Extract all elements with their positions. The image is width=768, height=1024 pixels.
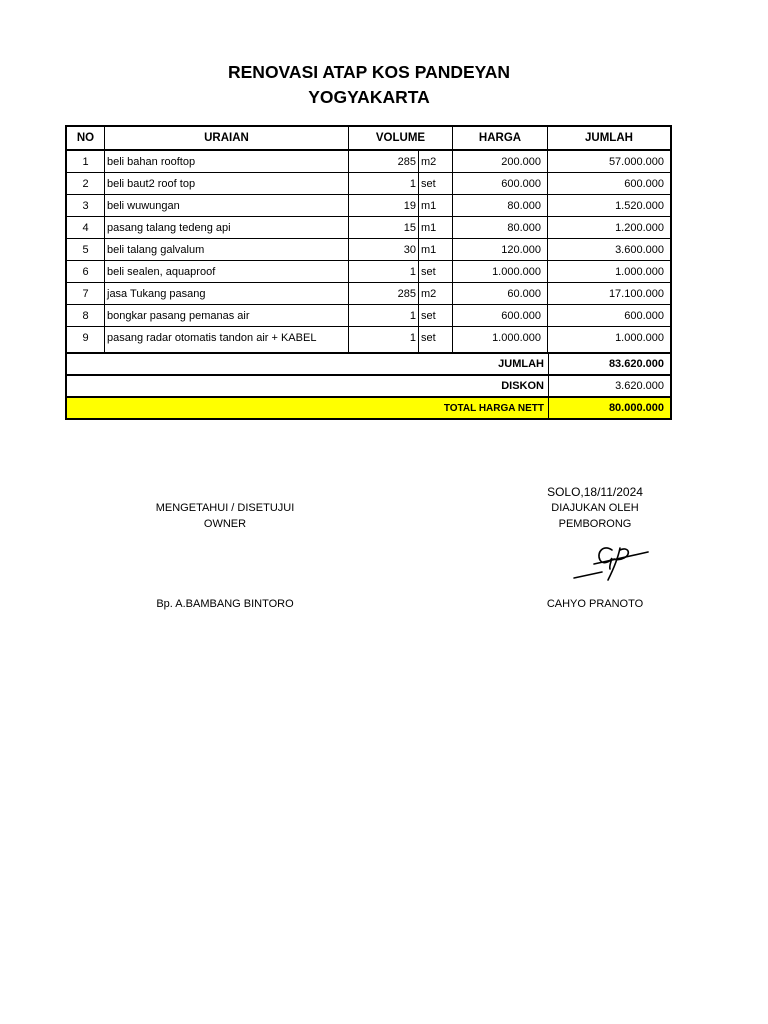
- cell-jumlah: 3.600.000: [615, 243, 664, 256]
- cell-jumlah: 1.520.000: [615, 199, 664, 212]
- cell-uraian: beli baut2 roof top: [105, 173, 349, 194]
- contractor-name: CAHYO PRANOTO: [546, 598, 644, 610]
- owner-approval-label: MENGETAHUI / DISETUJUI: [155, 502, 295, 514]
- cell-uraian: beli sealen, aquaproof: [105, 261, 349, 282]
- owner-name: Bp. A.BAMBANG BINTORO: [156, 598, 294, 610]
- cell-harga: 80.000: [453, 217, 548, 238]
- cell-no: 9: [67, 327, 105, 348]
- document-title: RENOVASI ATAP KOS PANDEYAN: [228, 62, 510, 82]
- document-subtitle: YOGYAKARTA: [308, 87, 430, 107]
- total-value: 80.000.000: [608, 402, 664, 414]
- cell-uraian: beli bahan rooftop: [105, 151, 349, 172]
- cell-no: 8: [67, 305, 105, 326]
- cell-volume: 15: [349, 217, 419, 238]
- cell-unit: set: [419, 327, 453, 348]
- cell-jumlah: 600.000: [624, 309, 664, 322]
- cell-volume: 1: [349, 261, 419, 282]
- cell-harga: 80.000: [453, 195, 548, 216]
- cost-table: [65, 125, 672, 420]
- contractor-role: PEMBORONG: [558, 518, 632, 530]
- cell-unit: m2: [419, 151, 453, 172]
- header-uraian: URAIAN: [105, 127, 349, 149]
- cell-unit: set: [419, 305, 453, 326]
- table-row: [67, 283, 670, 305]
- cell-unit: set: [419, 173, 453, 194]
- table-header: [67, 127, 670, 151]
- cell-jumlah: 17.100.000: [608, 287, 664, 300]
- cell-harga: 120.000: [453, 239, 548, 260]
- cell-jumlah: 1.200.000: [615, 221, 664, 234]
- cell-unit: m2: [419, 283, 453, 304]
- table-row: [67, 217, 670, 239]
- cell-volume: 1: [349, 305, 419, 326]
- cell-uraian: pasang radar otomatis tandon air + KABEL: [105, 327, 349, 348]
- total-label: TOTAL HARGA NETT: [67, 398, 549, 418]
- table-row: [67, 327, 670, 348]
- table-row: [67, 195, 670, 217]
- submitted-by-label: DIAJUKAN OLEH: [551, 502, 639, 514]
- cell-volume: 19: [349, 195, 419, 216]
- cell-no: 6: [67, 261, 105, 282]
- diskon-value: 3.620.000: [615, 380, 664, 392]
- jumlah-value: 83.620.000: [608, 358, 664, 370]
- cell-uraian: beli wuwungan: [105, 195, 349, 216]
- cell-unit: m1: [419, 217, 453, 238]
- jumlah-row: [67, 352, 670, 374]
- cell-harga: 1.000.000: [453, 327, 548, 348]
- cell-no: 4: [67, 217, 105, 238]
- total-row: [67, 396, 670, 418]
- cell-harga: 60.000: [453, 283, 548, 304]
- cell-volume: 285: [349, 151, 419, 172]
- cell-no: 3: [67, 195, 105, 216]
- document-date: SOLO,18/11/2024: [547, 485, 643, 499]
- table-row: [67, 173, 670, 195]
- diskon-row: [67, 374, 670, 396]
- table-row: [67, 305, 670, 327]
- cell-jumlah: 600.000: [624, 177, 664, 190]
- cell-no: 1: [67, 151, 105, 172]
- cell-volume: 30: [349, 239, 419, 260]
- table-row: [67, 261, 670, 283]
- signature-icon: [568, 542, 652, 584]
- cell-volume: 285: [349, 283, 419, 304]
- cell-no: 5: [67, 239, 105, 260]
- header-harga: HARGA: [453, 127, 548, 149]
- diskon-label: DISKON: [67, 376, 549, 396]
- cell-no: 2: [67, 173, 105, 194]
- cell-no: 7: [67, 283, 105, 304]
- cell-unit: m1: [419, 195, 453, 216]
- cell-harga: 600.000: [453, 305, 548, 326]
- cell-unit: m1: [419, 239, 453, 260]
- cell-uraian: beli talang galvalum: [105, 239, 349, 260]
- header-jumlah: JUMLAH: [585, 132, 633, 144]
- cell-uraian: bongkar pasang pemanas air: [105, 305, 349, 326]
- cell-harga: 1.000.000: [453, 261, 548, 282]
- table-row: [67, 239, 670, 261]
- cell-harga: 200.000: [453, 151, 548, 172]
- table-row: [67, 151, 670, 173]
- cell-uraian: pasang talang tedeng api: [105, 217, 349, 238]
- cell-volume: 1: [349, 173, 419, 194]
- cell-uraian: jasa Tukang pasang: [105, 283, 349, 304]
- cell-volume: 1: [349, 327, 419, 348]
- cell-harga: 600.000: [453, 173, 548, 194]
- jumlah-label: JUMLAH: [67, 354, 549, 374]
- cell-jumlah: 1.000.000: [615, 331, 664, 344]
- cell-jumlah: 57.000.000: [608, 155, 664, 168]
- header-volume: VOLUME: [349, 127, 453, 149]
- owner-role: OWNER: [203, 518, 247, 530]
- cell-unit: set: [419, 261, 453, 282]
- cell-jumlah: 1.000.000: [615, 265, 664, 278]
- header-no: NO: [67, 127, 105, 149]
